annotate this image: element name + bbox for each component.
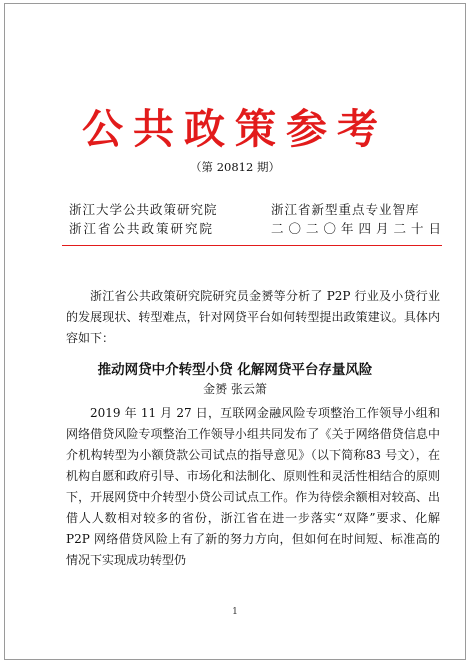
body-paragraph: 2019 年 11 月 27 日，互联网金融风险专项整治工作领导小组和网络借贷风险专项整治工作领导小组共同发布了《关于网络借贷信息中介机构转型为小额贷款公司试点的指导意见》（以下简称83 号文），在机构自愿和政府引导、市场化和法制化、原则性和灵活性相结合的原则下，开展网贷中介转型小贷公司试点工作。作为待偿余额相对较高、出借人人数相对较多的省份，浙江省在进一步落实“双降”要求、化解 P2P 网络借贷风险上有了新的努力方向，但如何在时间短、标准高的情况下实现成功转型仍: [66, 406, 440, 567]
issue-number: （第 20812 期）: [190, 160, 280, 174]
org-right-line1: 浙江省新型重点专业智库: [271, 202, 420, 217]
page-number: 1: [232, 607, 238, 617]
article-authors: 金赟 张云箫: [203, 382, 267, 396]
org-left-line2: 浙江省公共政策研究院: [69, 221, 215, 236]
article-title: 推动网贷中介转型小贷 化解网贷平台存量风险: [97, 362, 373, 378]
intro-paragraph: 浙江省公共政策研究院研究员金赟等分析了 P2P 行业及小贷行业的发展现状、转型难点，针对网贷平台如何转型提出政策建议。具体内容如下：: [66, 289, 440, 345]
document-page: [4, 3, 466, 660]
publication-date: 二〇二〇年四月二十日: [271, 221, 447, 236]
org-left-line1: 浙江大学公共政策研究院: [69, 202, 218, 217]
red-divider: [62, 245, 442, 246]
publication-title: 公共政策参考: [82, 105, 388, 153]
